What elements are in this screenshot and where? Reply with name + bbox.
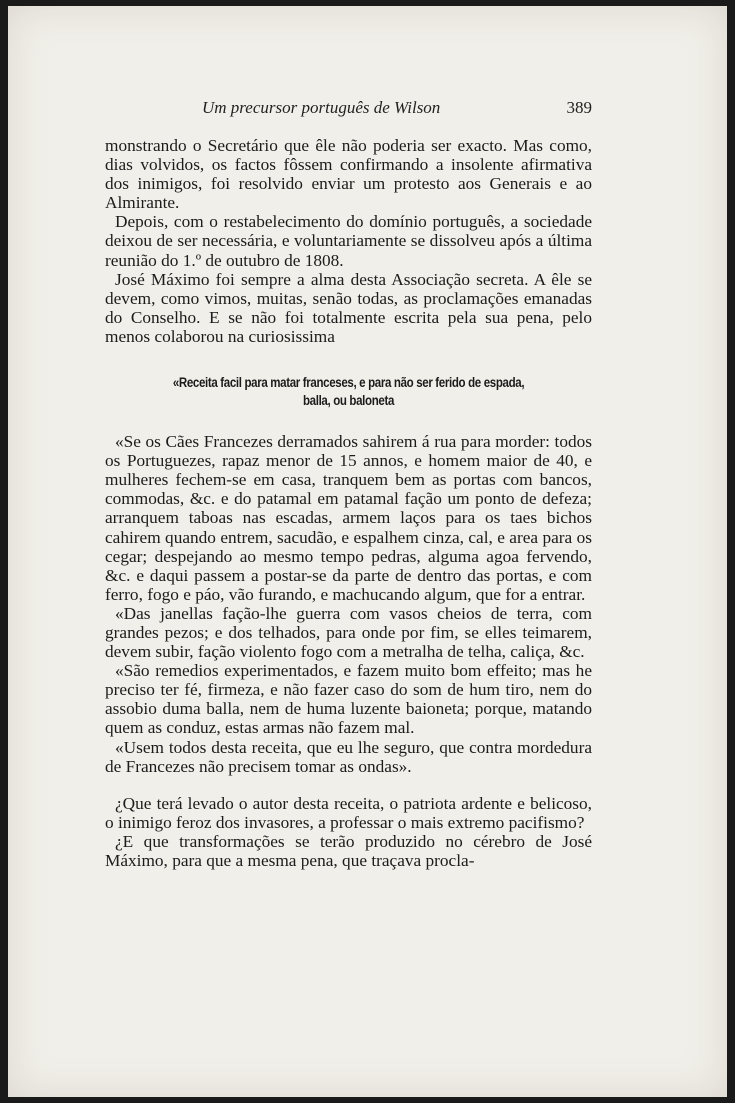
page-header bbox=[108, 98, 592, 126]
paragraph: Depois, com o restabelecimento do domínio português, a sociedade deixou de ser necessária, e voluntariamente se dissolveu após a última reunião do 1.º de outubro de 1808. bbox=[105, 212, 592, 270]
body-text bbox=[105, 136, 592, 870]
paragraph: ¿Que terá levado o autor desta receita, o patriota ardente e belicoso, o inimigo feroz dos invasores, a professar o mais extremo pacifismo? bbox=[105, 793, 592, 832]
paragraph: José Máximo foi sempre a alma desta Associação secreta. A êle se devem, como vimos, muitas, senão todas, as proclamações emanadas do Conselho. E se não foi totalmente escrita pela sua pena, pelo menos colaborou na curiosissima bbox=[105, 269, 592, 346]
recipe-title-line: balla, ou baloneta bbox=[302, 393, 395, 409]
running-title: Um precursor português de Wilson bbox=[202, 98, 441, 117]
paragraph: ¿E que transformações se terão produzido no cérebro de José Máximo, para que a mesma pena, que traçava procla- bbox=[105, 831, 592, 870]
recipe-title-line: «Receita facil para matar franceses, e para não ser ferido de espada, bbox=[172, 375, 525, 391]
recipe-quote bbox=[105, 432, 592, 776]
recipe-title bbox=[139, 374, 558, 410]
recipe-paragraph: «Se os Cães Francezes derramados sahirem á rua para morder: todos os Portuguezes, rapaz menor de 15 annos, e homem maior de 40, e mulheres fechem-se em casa, tranquem bem as portas com bancos, commodas, &c. e do patamal em patamal fação um ponto de defeza; arranquem taboas nas escadas, armem laços para os taes bichos cahirem quando entrem, sacudão, e espalhem cinza, cal, e area para os cegar; despejando ao mesmo tempo pedras, alguma agoa fervendo, &c. e daqui passem a postar-se da parte de dentro das portas, e com ferro, fogo e páo, vão furando, e machucando algum, que for a entrar. bbox=[105, 432, 592, 604]
page-number: 389 bbox=[566, 98, 592, 117]
recipe-paragraph: «Das janellas fação-lhe guerra com vasos cheios de terra, com grandes pezos; e dos telhados, para onde por fim, se elles teimarem, devem subir, fação violento fogo com a metralha de telha, caliça, &c. bbox=[105, 603, 592, 662]
recipe-paragraph: «São remedios experimentados, e fazem muito bom effeito; mas he preciso ter fé, firmeza, e não fazer caso do som de hum tiro, nem do assobio duma balla, nem de huma luzente baioneta; porque, matando quem as conduz, estas armas não fazem mal. bbox=[105, 661, 592, 738]
book-page bbox=[8, 6, 727, 1097]
recipe-paragraph: «Usem todos desta receita, que eu lhe seguro, que contra mordedura de Francezes não precisem tomar as ondas». bbox=[105, 737, 592, 776]
paragraph-continuation: monstrando o Secretário que êle não poderia ser exacto. Mas como, dias volvidos, os factos fôssem confirmando a insolente afirmativa dos inimigos, foi resolvido enviar um protesto aos Generais e ao Almirante. bbox=[105, 136, 592, 213]
